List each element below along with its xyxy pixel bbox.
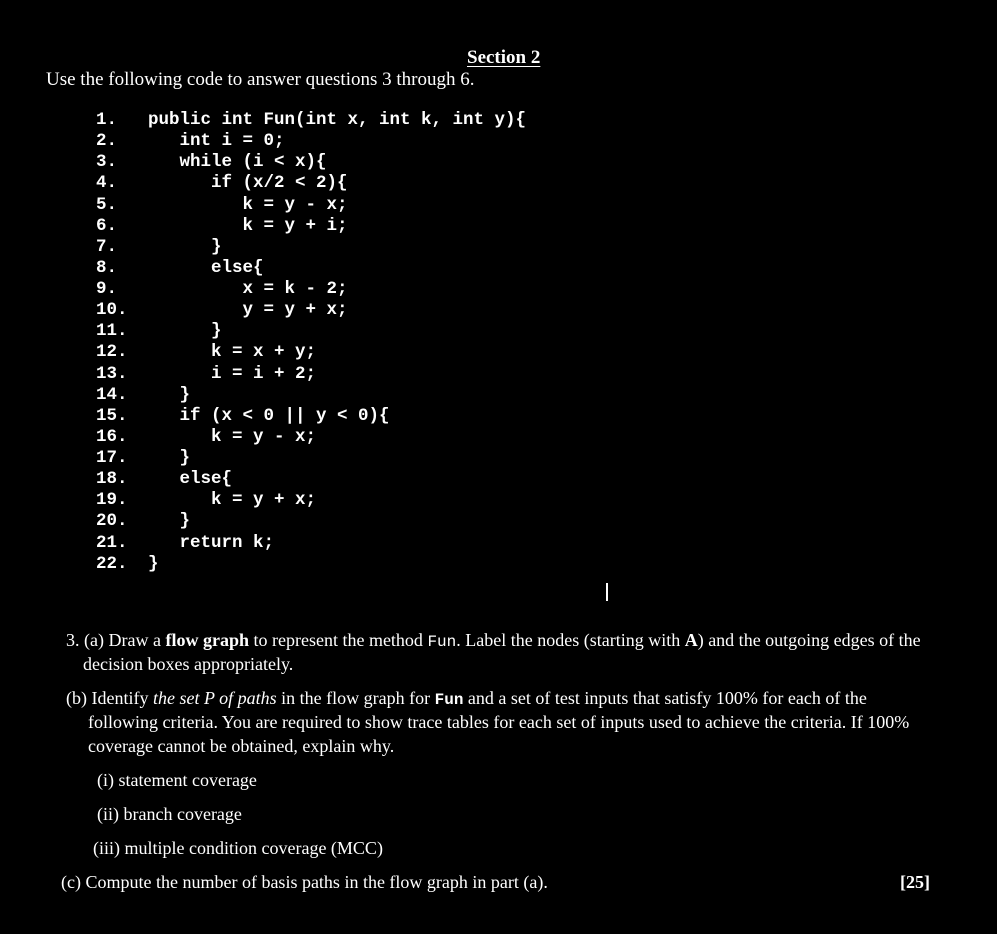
part-a-bold: flow graph <box>165 630 249 650</box>
code-text: y = y + x; <box>148 300 348 321</box>
line-number: 14. <box>96 384 128 405</box>
node-start-label: A <box>684 630 698 650</box>
code-text: return k; <box>148 532 275 553</box>
part-a-text: . Label the nodes (starting with <box>456 630 681 650</box>
line-number: 17. <box>96 448 128 468</box>
line-number: 19. <box>96 490 128 511</box>
line-number: 15. <box>96 405 128 426</box>
code-line <box>96 406 526 427</box>
part-b-label: (b) Identify <box>66 688 149 708</box>
intro-text: Use the following code to answer questions 3 through 6. <box>46 69 475 90</box>
criterion-branch-coverage: (ii) branch coverage <box>97 804 242 824</box>
text-cursor <box>606 583 608 601</box>
code-text: else{ <box>148 469 233 490</box>
code-line <box>96 216 526 237</box>
code-line <box>96 173 526 194</box>
question-number: 3. <box>66 630 80 650</box>
code-line <box>96 427 526 448</box>
code-text: } <box>148 384 191 405</box>
code-line <box>96 131 526 152</box>
method-name: Fun <box>434 691 464 709</box>
code-text: public int Fun(int x, int k, int y){ <box>148 110 527 130</box>
line-number: 5. <box>96 194 118 215</box>
code-text: k = y + i; <box>148 215 348 236</box>
section-title: Section 2 <box>467 47 541 68</box>
line-number: 1. <box>96 110 118 130</box>
code-text: if (x/2 < 2){ <box>148 173 348 194</box>
part-b-italic: the set P of paths <box>152 688 277 708</box>
code-listing <box>96 110 526 575</box>
line-number: 7. <box>96 236 118 257</box>
code-line <box>96 554 526 575</box>
line-number: 16. <box>96 426 128 447</box>
part-a-text: ) and the outgoing edges of the <box>697 630 921 650</box>
line-number: 13. <box>96 363 128 384</box>
line-number: 11. <box>96 321 128 342</box>
part-a-text: Draw a <box>108 630 161 650</box>
code-text: } <box>148 448 191 468</box>
code-line <box>96 300 526 321</box>
part-a-label: (a) <box>84 630 104 650</box>
marks: [25] <box>900 872 930 892</box>
code-line <box>96 152 526 173</box>
code-text: while (i < x){ <box>148 152 327 173</box>
code-line <box>96 511 526 532</box>
criterion-mcc: (iii) multiple condition coverage (MCC) <box>93 838 383 858</box>
code-line <box>96 321 526 342</box>
code-text: k = y - x; <box>148 426 317 447</box>
question-3a <box>66 628 921 654</box>
code-text: } <box>148 321 222 342</box>
question-3c: (c) Compute the number of basis paths in the flow graph in part (a). <box>61 872 548 892</box>
part-b-text: and a set of test inputs that satisfy 100% for each of the <box>467 688 867 708</box>
line-number: 3. <box>96 152 118 173</box>
code-line <box>96 258 526 279</box>
code-line <box>96 385 526 406</box>
code-line <box>96 364 526 385</box>
line-number: 4. <box>96 173 118 194</box>
line-number: 9. <box>96 279 118 299</box>
code-text: if (x < 0 || y < 0){ <box>148 405 390 426</box>
code-line <box>96 469 526 490</box>
code-text: int i = 0; <box>148 131 285 152</box>
question-3b <box>66 686 867 712</box>
code-line <box>96 110 526 131</box>
line-number: 20. <box>96 511 128 532</box>
code-line <box>96 448 526 469</box>
line-number: 2. <box>96 131 118 152</box>
code-text: k = y + x; <box>148 490 317 511</box>
code-line <box>96 279 526 300</box>
method-name: Fun <box>427 633 457 651</box>
code-text: k = x + y; <box>148 342 317 363</box>
code-line <box>96 533 526 554</box>
code-text: } <box>148 553 159 574</box>
line-number: 8. <box>96 257 118 278</box>
code-line <box>96 342 526 363</box>
code-line <box>96 490 526 511</box>
line-number: 10. <box>96 300 128 321</box>
code-text: } <box>148 236 222 257</box>
code-text: } <box>148 511 191 532</box>
line-number: 18. <box>96 469 128 490</box>
question-3b-line3: coverage cannot be obtained, explain why. <box>88 736 395 756</box>
code-text: x = k - 2; <box>148 279 348 299</box>
line-number: 12. <box>96 342 128 363</box>
code-line <box>96 195 526 216</box>
line-number: 21. <box>96 532 128 553</box>
code-text: else{ <box>148 257 264 278</box>
code-line <box>96 237 526 258</box>
line-number: 22. <box>96 553 128 574</box>
question-3b-line2: following criteria. You are required to show trace tables for each set of inputs used to achieve the criteria. If 100% <box>88 712 910 732</box>
code-text: i = i + 2; <box>148 363 317 384</box>
line-number: 6. <box>96 215 118 236</box>
part-a-text: to represent the method <box>253 630 423 650</box>
criterion-statement-coverage: (i) statement coverage <box>97 770 257 790</box>
part-b-text: in the flow graph for <box>281 688 431 708</box>
code-text: k = y - x; <box>148 194 348 215</box>
question-3a-line2: decision boxes appropriately. <box>83 654 294 674</box>
